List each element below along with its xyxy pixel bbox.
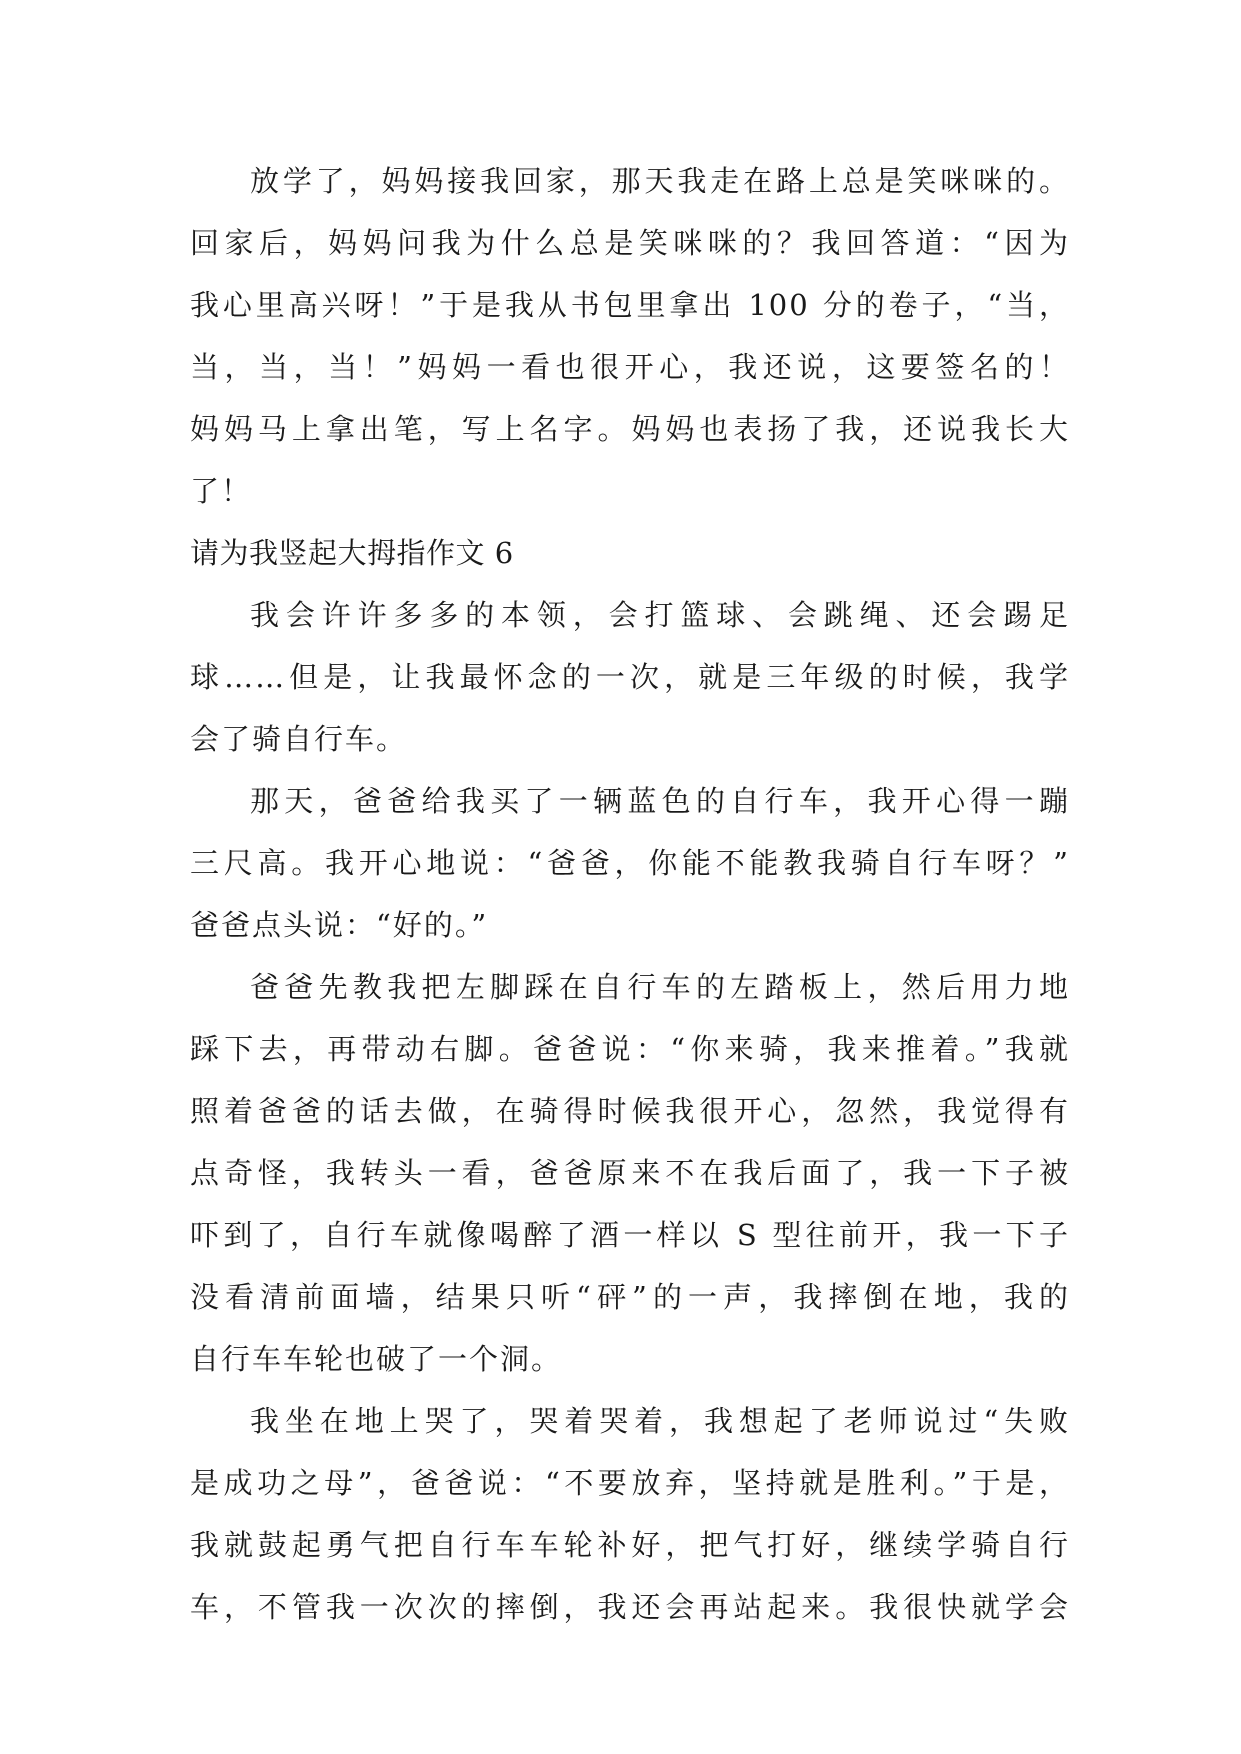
paragraph-line: 那天，爸爸给我买了一辆蓝色的自行车，我开心得一蹦	[250, 784, 1070, 818]
paragraph	[190, 584, 1070, 770]
paragraph-line: 了！	[190, 474, 253, 508]
paragraph-line: 没看清前面墙，结果只听“砰”的一声，我摔倒在地，我的	[190, 1280, 1070, 1314]
paragraph-line: 点奇怪，我转头一看，爸爸原来不在我后面了，我一下子被	[190, 1156, 1070, 1190]
paragraph	[190, 770, 1070, 956]
paragraph-line: 我就鼓起勇气把自行车车轮补好，把气打好，继续学骑自行	[190, 1528, 1070, 1562]
paragraph-line: 踩下去，再带动右脚。爸爸说：“你来骑，我来推着。”我就	[190, 1032, 1070, 1066]
paragraph-line: 妈妈马上拿出笔，写上名字。妈妈也表扬了我，还说我长大	[190, 412, 1070, 446]
paragraph-line: 回家后，妈妈问我为什么总是笑咪咪的？我回答道：“因为	[190, 226, 1070, 260]
paragraph-line: 吓到了，自行车就像喝醉了酒一样以 S 型往前开，我一下子	[190, 1218, 1070, 1252]
paragraph	[190, 1390, 1070, 1638]
paragraph-line: 爸爸先教我把左脚踩在自行车的左踏板上，然后用力地	[250, 970, 1070, 1004]
paragraph-line: 会了骑自行车。	[190, 722, 408, 756]
section-heading: 请为我竖起大拇指作文 6	[190, 536, 514, 570]
paragraph-line: 爸爸点头说：“好的。”	[190, 908, 489, 942]
paragraph-line: 当，当，当！”妈妈一看也很开心，我还说，这要签名的！	[190, 350, 1070, 384]
paragraph-line: 球……但是，让我最怀念的一次，就是三年级的时候，我学	[190, 660, 1070, 694]
paragraph	[190, 956, 1070, 1390]
paragraph-line: 我会许许多多的本领，会打篮球、会跳绳、还会踢足	[250, 598, 1070, 632]
paragraph	[190, 150, 1070, 522]
document-page	[190, 150, 1070, 1638]
paragraph-line: 车，不管我一次次的摔倒，我还会再站起来。我很快就学会	[190, 1590, 1070, 1624]
paragraph-line: 照着爸爸的话去做，在骑得时候我很开心，忽然，我觉得有	[190, 1094, 1070, 1128]
paragraph-line: 放学了，妈妈接我回家，那天我走在路上总是笑咪咪的。	[250, 164, 1070, 198]
paragraph-line: 三尺高。我开心地说：“爸爸，你能不能教我骑自行车呀？”	[190, 846, 1070, 880]
paragraph-line: 我心里高兴呀！”于是我从书包里拿出 100 分的卷子，“当，	[190, 288, 1070, 322]
paragraph-line: 我坐在地上哭了，哭着哭着，我想起了老师说过“失败	[250, 1404, 1070, 1438]
paragraph-line: 自行车车轮也破了一个洞。	[190, 1342, 563, 1376]
paragraph-line: 是成功之母”，爸爸说：“不要放弃，坚持就是胜利。”于是，	[190, 1466, 1070, 1500]
